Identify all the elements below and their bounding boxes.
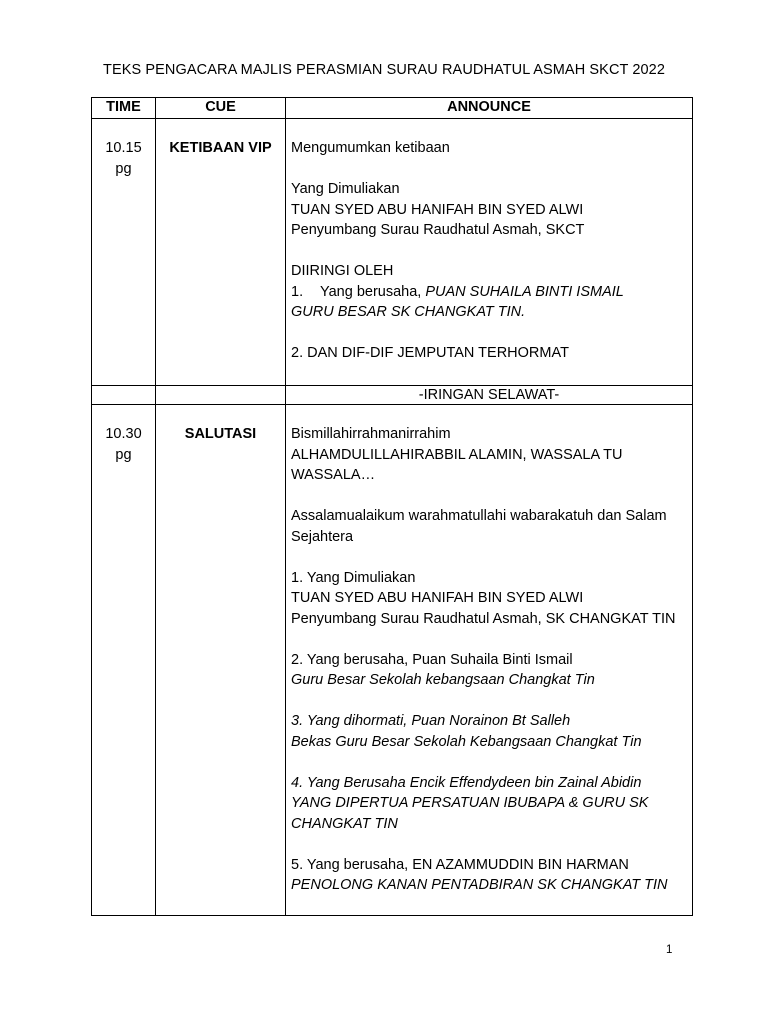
announce-line: Bismillahirrahmanirrahim: [291, 426, 451, 442]
announce-paragraph: [291, 424, 688, 486]
table-row-selawat: [92, 386, 693, 405]
announce-line: 1. Yang Dimuliakan: [291, 569, 416, 586]
time-cell: [92, 386, 156, 405]
announce-line: [291, 282, 688, 303]
time-value: 10.30 pg: [105, 426, 142, 463]
announce-text: Yang berusaha,: [320, 283, 426, 300]
guest-name: PUAN SUHAILA BINTI ISMAIL: [425, 283, 624, 300]
announce-line: Mengumumkan ketibaan: [291, 140, 450, 156]
guest-name: 3. Yang dihormati, Puan Norainon Bt Salleh: [291, 713, 571, 729]
guest-role: Penyumbang Surau Raudhatul Asmah, SK CHANGKAT TIN: [291, 610, 676, 627]
announce-paragraph: [291, 179, 688, 241]
announce-paragraph: [291, 343, 688, 364]
guest-role: Penyumbang Surau Raudhatul Asmah, SKCT: [291, 222, 585, 238]
table-row-salutasi: [92, 405, 693, 916]
time-value: 10.15 pg: [105, 140, 142, 177]
announce-paragraph: [291, 506, 688, 547]
announce-line: Yang Dimuliakan: [291, 181, 400, 197]
announce-paragraph: [291, 261, 688, 323]
guest-role: Guru Besar Sekolah kebangsaan Changkat Tin: [291, 672, 595, 688]
header-announce: ANNOUNCE: [286, 98, 693, 119]
table-row-vip-arrival: [92, 119, 693, 386]
announce-cell: [286, 119, 693, 386]
cue-cell: [156, 119, 286, 386]
announce-line: Assalamualaikum warahmatullahi wabarakatuh dan Salam Sejahtera: [291, 508, 667, 545]
announce-paragraph: [291, 855, 688, 896]
announce-line: ALHAMDULILLAHIRABBIL ALAMIN, WASSALA TU WASSALA…: [291, 446, 623, 483]
guest-role: GURU BESAR SK CHANGKAT TIN.: [291, 304, 526, 320]
announce-paragraph: [291, 773, 688, 835]
guest-name: 5. Yang berusaha, EN AZAMMUDDIN BIN HARMAN: [291, 856, 629, 873]
guest-role: PENOLONG KANAN PENTADBIRAN SK CHANGKAT TIN: [291, 877, 668, 893]
announce-line: 2. DAN DIF-DIF JEMPUTAN TERHORMAT: [291, 345, 569, 361]
announce-cell: [286, 405, 693, 916]
announce-paragraph: [291, 650, 688, 691]
header-cue: CUE: [156, 98, 286, 119]
guest-name: 4. Yang Berusaha Encik Effendydeen bin Zainal Abidin: [291, 774, 642, 791]
header-time: TIME: [92, 98, 156, 119]
time-cell: [92, 405, 156, 916]
announce-paragraph: [291, 568, 688, 630]
cue-cell: [156, 386, 286, 405]
time-cell: [92, 119, 156, 386]
cue-cell: [156, 405, 286, 916]
table-header-row: [92, 98, 693, 119]
emcee-script-table: [91, 97, 693, 916]
announce-cell: -IRINGAN SELAWAT-: [286, 386, 693, 405]
announce-paragraph: [291, 711, 688, 752]
guest-role: YANG DIPERTUA PERSATUAN IBUBAPA & GURU SK CHANGKAT TIN: [291, 795, 649, 832]
page-number: 1: [666, 944, 673, 956]
guest-name: 2. Yang berusaha, Puan Suhaila Binti Ismail: [291, 651, 573, 668]
guest-name: TUAN SYED ABU HANIFAH BIN SYED ALWI: [291, 590, 584, 606]
document-title: TEKS PENGACARA MAJLIS PERASMIAN SURAU RAUDHATUL ASMAH SKCT 2022: [102, 62, 665, 78]
guest-role: Bekas Guru Besar Sekolah Kebangsaan Changkat Tin: [291, 733, 642, 750]
cue-value: SALUTASI: [184, 426, 257, 442]
guest-name: TUAN SYED ABU HANIFAH BIN SYED ALWI: [291, 201, 584, 218]
cue-value: KETIBAAN VIP: [169, 140, 272, 156]
announce-paragraph: [291, 138, 688, 159]
list-number: 1.: [291, 283, 304, 300]
announce-line: DIIRINGI OLEH: [291, 263, 394, 279]
